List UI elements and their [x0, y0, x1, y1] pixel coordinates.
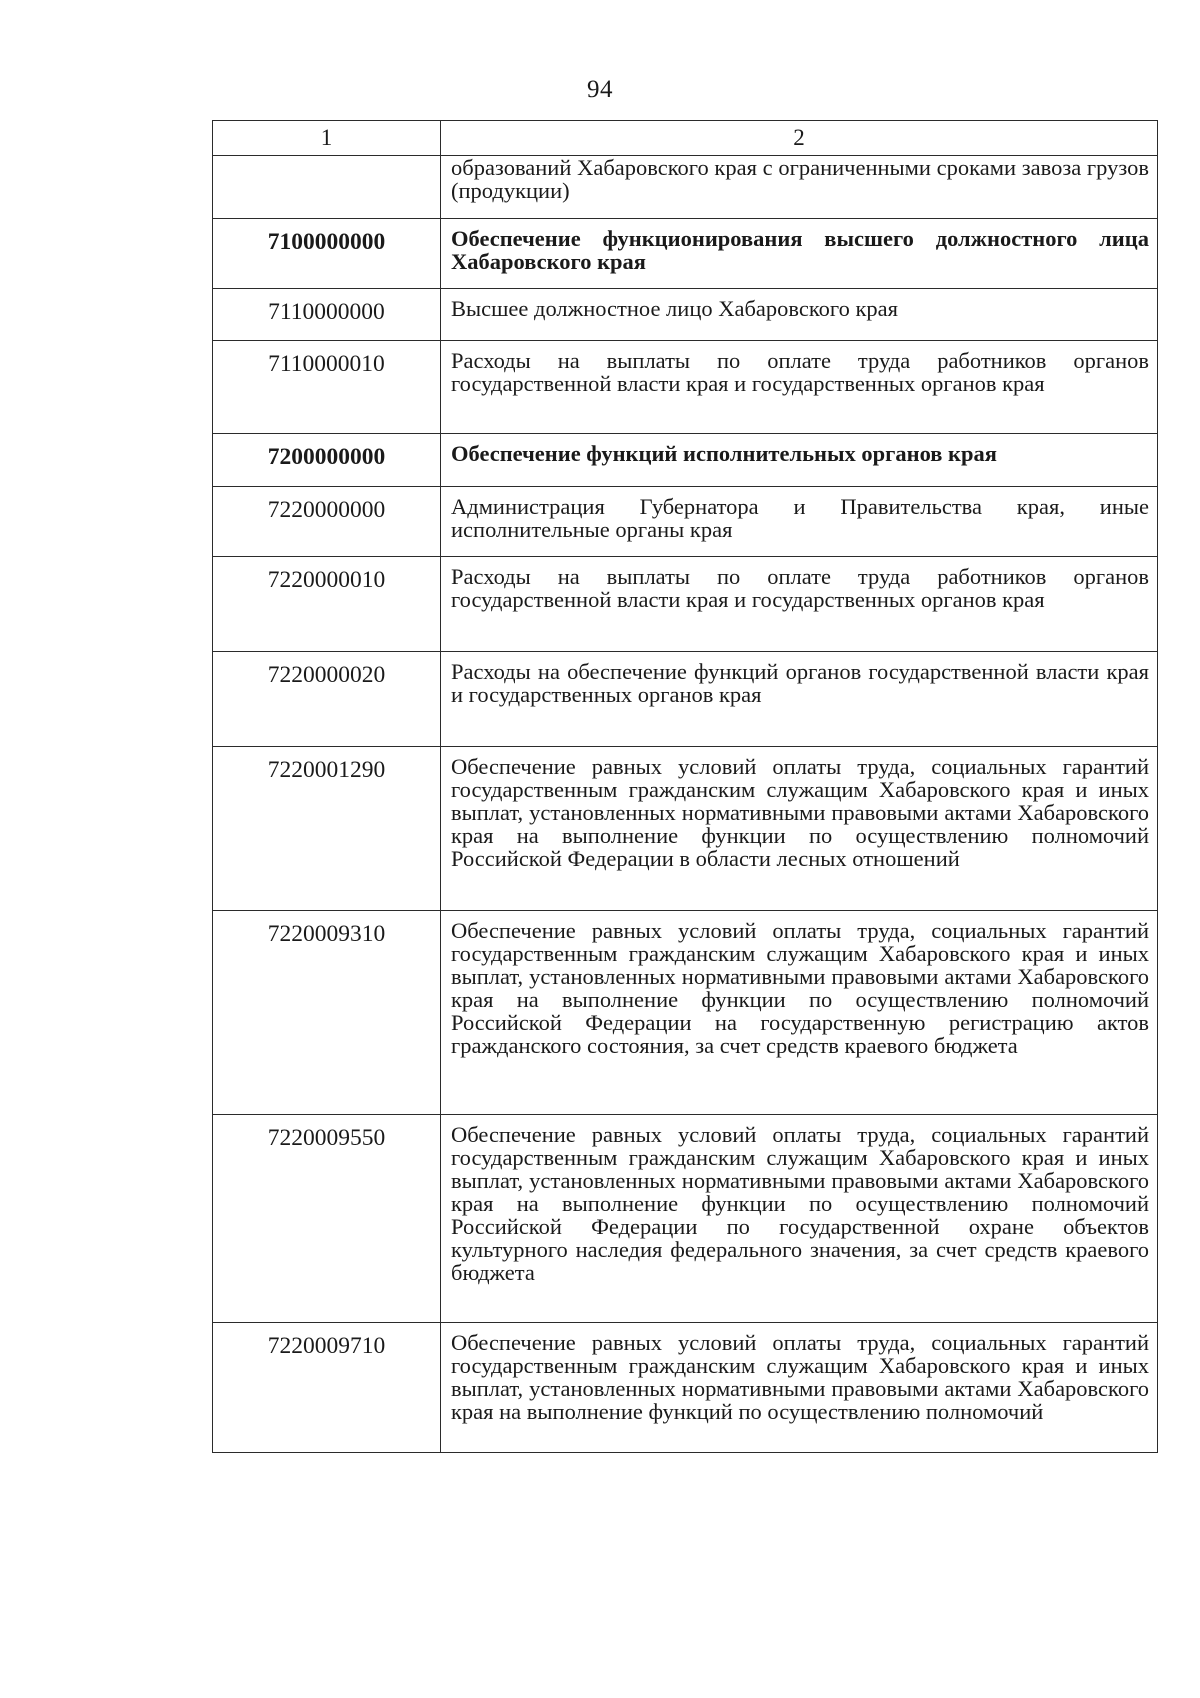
- row-description: [441, 1115, 1158, 1323]
- table-row: [213, 289, 1158, 341]
- row-code: 7220000000: [213, 487, 441, 557]
- row-code: 7220009550: [213, 1115, 441, 1323]
- row-code: 7220000020: [213, 652, 441, 747]
- row-description-text: Высшее должностное лицо Хабаровского края: [451, 296, 898, 321]
- row-code: 7100000000: [213, 219, 441, 289]
- row-description-text: Обеспечение равных условий оплаты труда, социальных гарантий государственным гражданским служащим Хабаровского края и иных выплат, установленных нормативными правовыми актами Хабаровского края на выполнение функции по осуществлению полномочий Российской Федерации по государственной охране объектов культурного наследия федерального значения, за счет средств краевого бюджета: [451, 1122, 1149, 1285]
- row-description: [441, 911, 1158, 1115]
- row-description-text: Обеспечение функций исполнительных органов края: [451, 441, 997, 466]
- row-description-text: Расходы на выплаты по оплате труда работников органов государственной власти края и государственных органов края: [451, 564, 1149, 612]
- page-number: 94: [587, 76, 613, 103]
- row-description: [441, 289, 1158, 341]
- row-code: 7110000010: [213, 341, 441, 434]
- table-row: [213, 557, 1158, 652]
- table-row: [213, 487, 1158, 557]
- row-description-text: Расходы на выплаты по оплате труда работников органов государственной власти края и государственных органов края: [451, 348, 1149, 396]
- row-code: 7220009310: [213, 911, 441, 1115]
- column-header-description: 2: [441, 121, 1158, 156]
- row-code: 7220001290: [213, 747, 441, 911]
- row-description: [441, 652, 1158, 747]
- table-row: [213, 652, 1158, 747]
- row-description: [441, 219, 1158, 289]
- row-code: 7220009710: [213, 1323, 441, 1453]
- row-code: [213, 156, 441, 219]
- table-row: [213, 1323, 1158, 1453]
- table-row: [213, 911, 1158, 1115]
- row-description-text: Администрация Губернатора и Правительства края, иные исполнительные органы края: [451, 494, 1149, 542]
- row-description: [441, 156, 1158, 219]
- row-description: [441, 434, 1158, 487]
- row-description-text: Обеспечение равных условий оплаты труда, социальных гарантий государственным гражданским служащим Хабаровского края и иных выплат, установленных нормативными правовыми актами Хабаровского края на выполнение функции по осуществлению полномочий Российской Федерации в области лесных отношений: [451, 754, 1149, 871]
- row-code: 7110000000: [213, 289, 441, 341]
- column-header-code: 1: [213, 121, 441, 156]
- row-code: 7220000010: [213, 557, 441, 652]
- table-header-row: [213, 121, 1158, 156]
- row-description-text: образований Хабаровского края с ограниченными сроками завоза грузов (продукции): [451, 155, 1149, 203]
- row-description: [441, 1323, 1158, 1453]
- row-description-text: Расходы на обеспечение функций органов государственной власти края и государственных органов края: [451, 659, 1149, 707]
- row-description-text: Обеспечение функционирования высшего должностного лица Хабаровского края: [451, 226, 1149, 274]
- row-description: [441, 341, 1158, 434]
- row-description-text: Обеспечение равных условий оплаты труда, социальных гарантий государственным гражданским служащим Хабаровского края и иных выплат, установленных нормативными правовыми актами Хабаровского края на выполнение функций по осуществлению полномочий: [451, 1330, 1149, 1424]
- table-row: [213, 434, 1158, 487]
- table-row: [213, 341, 1158, 434]
- table-row: [213, 747, 1158, 911]
- table-row: [213, 156, 1158, 219]
- classification-table: [212, 120, 1158, 1453]
- row-description: [441, 747, 1158, 911]
- table-row: [213, 1115, 1158, 1323]
- row-description-text: Обеспечение равных условий оплаты труда, социальных гарантий государственным гражданским служащим Хабаровского края и иных выплат, установленных нормативными правовыми актами Хабаровского края на выполнение функции по осуществлению полномочий Российской Федерации на государственную регистрацию актов гражданского состояния, за счет средств краевого бюджета: [451, 918, 1149, 1058]
- row-description: [441, 557, 1158, 652]
- table-row: [213, 219, 1158, 289]
- row-code: 7200000000: [213, 434, 441, 487]
- row-description: [441, 487, 1158, 557]
